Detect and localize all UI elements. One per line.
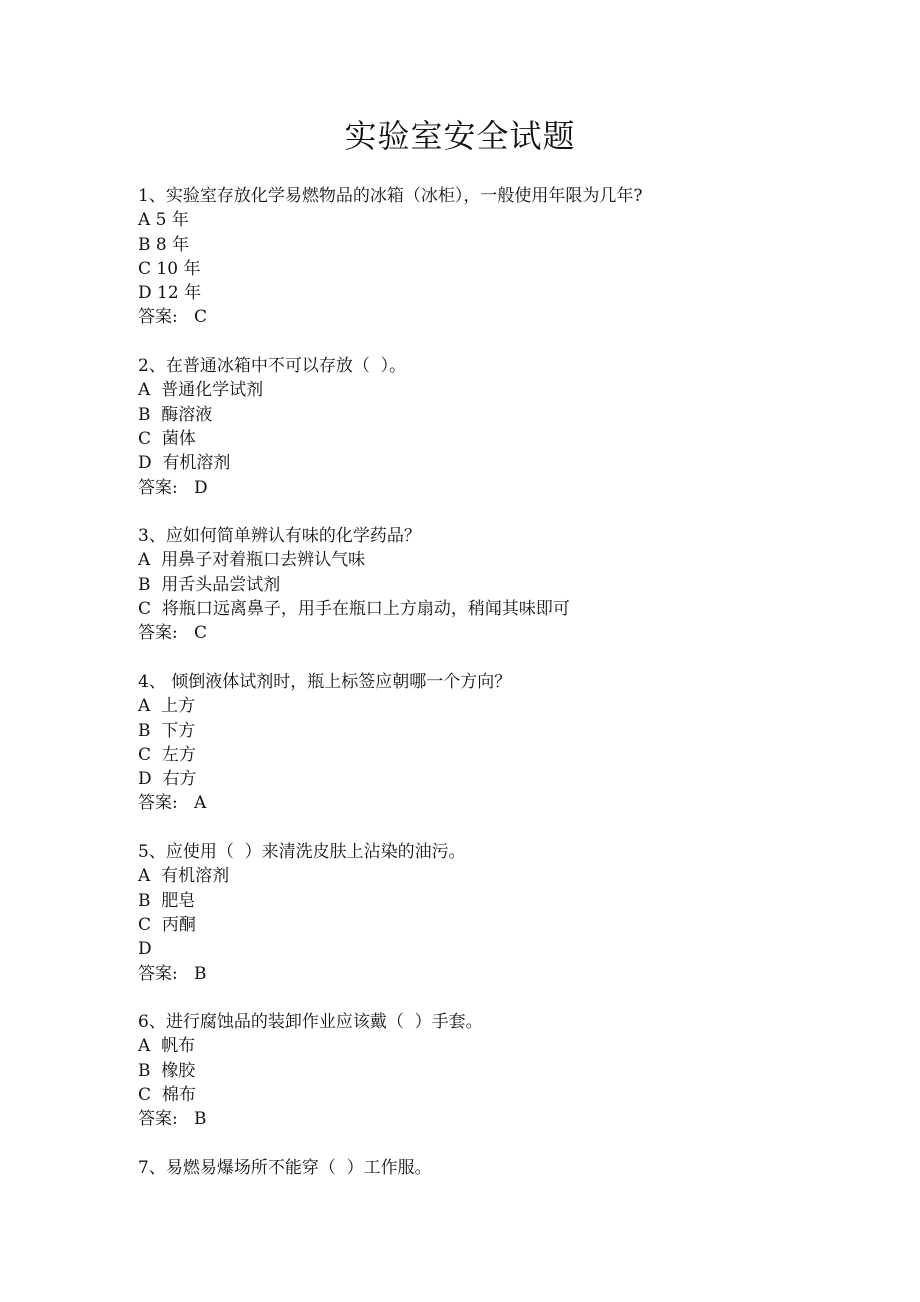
- option: B 8 年: [138, 234, 190, 255]
- option: D: [138, 939, 152, 960]
- question-text: 4、 倾倒液体试剂时，瓶上标签应朝哪一个方向？: [138, 671, 512, 692]
- option: A 用鼻子对着瓶口去辨认气味: [138, 550, 366, 571]
- question-4: [138, 670, 878, 816]
- question-2: [138, 354, 878, 500]
- option: C 棉布: [138, 1084, 196, 1105]
- page-title: 实验室安全试题: [344, 117, 576, 155]
- option: C 菌体: [138, 428, 196, 449]
- question-list: [138, 184, 878, 1204]
- option: D 有机溶剂: [138, 453, 231, 474]
- question-5: [138, 840, 878, 986]
- option: C 左方: [138, 744, 196, 765]
- option: A 5 年: [138, 210, 189, 231]
- question-text: 7、易燃易爆场所不能穿（ ）工作服。: [138, 1157, 432, 1178]
- option: D 右方: [138, 769, 197, 790]
- option: A 有机溶剂: [138, 866, 230, 887]
- option: C 将瓶口远离鼻子，用手在瓶口上方扇动，稍闻其味即可: [138, 599, 570, 620]
- option: B 酶溶液: [138, 404, 213, 425]
- question-text: 1、实验室存放化学易燃物品的冰箱（冰柜），一般使用年限为几年?: [138, 186, 643, 206]
- answer: 答案: B: [138, 1109, 207, 1130]
- option: B 肥皂: [138, 890, 196, 911]
- option: C 丙酮: [138, 914, 196, 935]
- option: A 帆布: [138, 1036, 196, 1057]
- option: B 用舌头品尝试剂: [138, 574, 281, 595]
- option: B 下方: [138, 720, 196, 741]
- option: D 12 年: [138, 283, 202, 304]
- answer: 答案: B: [138, 963, 207, 984]
- answer: 答案: C: [138, 307, 207, 328]
- question-text: 6、进行腐蚀品的装卸作业应该戴（ ）手套。: [138, 1012, 483, 1033]
- question-6: [138, 1010, 878, 1131]
- option: A 普通化学试剂: [138, 380, 264, 401]
- question-1: [138, 184, 878, 330]
- answer: 答案: D: [138, 477, 208, 498]
- option: C 10 年: [138, 258, 201, 279]
- answer: 答案: A: [138, 793, 207, 814]
- option: A 上方: [138, 696, 196, 717]
- question-7: [138, 1156, 878, 1180]
- question-3: [138, 524, 878, 645]
- question-text: 3、应如何简单辨认有味的化学药品？: [138, 526, 421, 547]
- answer: 答案: C: [138, 623, 207, 644]
- question-text: 2、在普通冰箱中不可以存放（ ）。: [138, 356, 407, 377]
- question-text: 5、应使用（ ）来清洗皮肤上沾染的油污。: [138, 842, 466, 863]
- option: B 橡胶: [138, 1060, 196, 1081]
